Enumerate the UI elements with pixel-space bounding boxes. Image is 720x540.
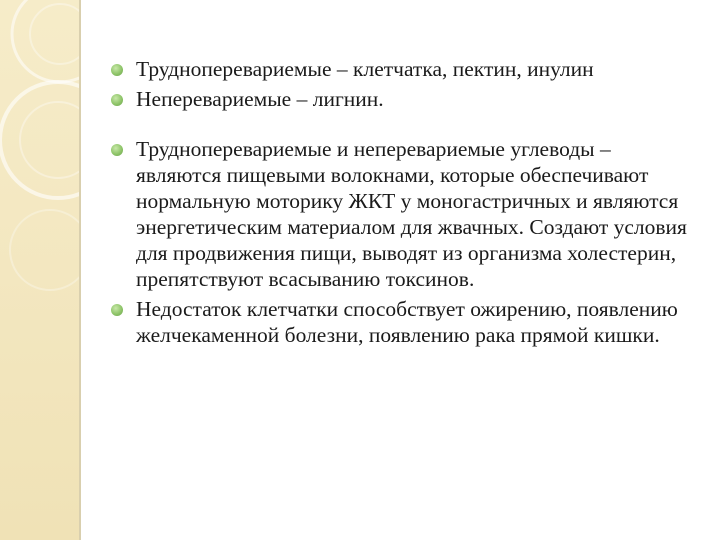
slide-content bbox=[108, 56, 698, 348]
bullet-text: Недостаток клетчатки способствует ожирению, появлению желчекаменной болезни, появлению рака прямой кишки. bbox=[136, 297, 678, 347]
list-item bbox=[108, 86, 698, 112]
bullet-icon bbox=[111, 304, 123, 316]
bullet-icon bbox=[111, 94, 123, 106]
bullet-text: Неперевариемые – лигнин. bbox=[136, 87, 384, 111]
bullet-list bbox=[108, 56, 698, 348]
band-divider bbox=[79, 0, 81, 540]
bullet-text: Трудноперевариемые и неперевариемые углеводы – являются пищевыми волокнами, которые обеспечивают нормальную моторику ЖКТ у моногастричных и являются энергетическим материалом для жвачных. Создают условия для продвижения пищи, выводят из организма холестерин, препятствуют всасыванию токсинов. bbox=[136, 137, 687, 291]
bullet-icon bbox=[111, 144, 123, 156]
list-item bbox=[108, 296, 698, 348]
list-item bbox=[108, 136, 698, 292]
decorative-side-band bbox=[0, 0, 79, 540]
decorative-circles-graphic bbox=[0, 0, 79, 540]
list-item bbox=[108, 56, 698, 82]
bullet-text: Трудноперевариемые – клетчатка, пектин, инулин bbox=[136, 57, 594, 81]
bullet-icon bbox=[111, 64, 123, 76]
